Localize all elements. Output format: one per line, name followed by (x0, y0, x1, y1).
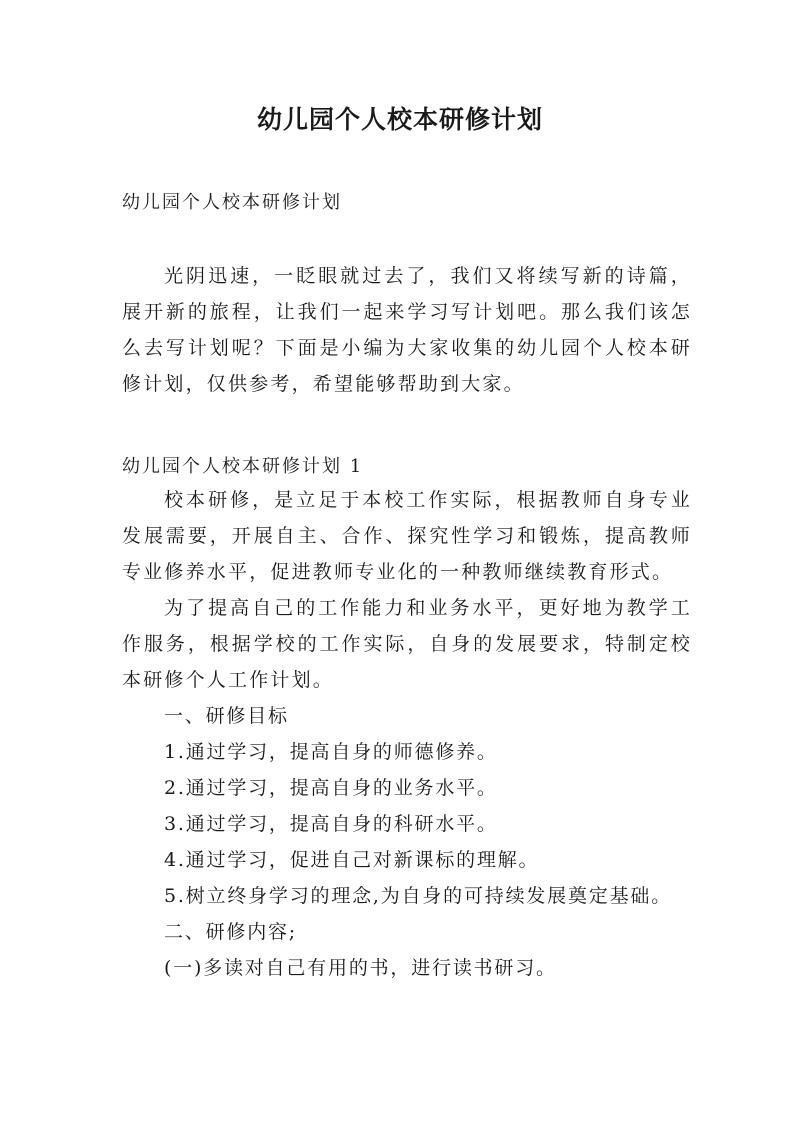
intro-paragraph: 光阴迅速，一眨眼就过去了，我们又将续写新的诗篇，展开新的旅程，让我们一起来学习写计划吧。那么我们该怎么去写计划呢？下面是小编为大家收集的幼儿园个人校本研修计划，仅供参考，希望能够帮助到大家。 (122, 265, 692, 395)
list-item: 1.通过学习，提高自身的师德修养。 (164, 741, 498, 763)
section-body (122, 482, 692, 986)
document-title: 幼儿园个人校本研修计划 (256, 105, 543, 134)
heading-research-content: 二、研修内容; (164, 921, 298, 943)
list-item: 5.树立终身学习的理念,为自身的可持续发展奠定基础。 (164, 885, 672, 907)
heading-research-goals: 一、研修目标 (164, 705, 289, 727)
list-item: 4.通过学习，促进自己对新课标的理解。 (164, 849, 540, 871)
document-subtitle: 幼儿园个人校本研修计划 (122, 192, 342, 213)
list-item: 3.通过学习，提高自身的科研水平。 (164, 813, 498, 835)
list-item: (一)多读对自己有用的书，进行读书研习。 (164, 957, 557, 979)
body-paragraph: 校本研修，是立足于本校工作实际，根据教师自身专业发展需要，开展自主、合作、探究性学习和锻炼，提高教师专业修养水平，促进教师专业化的一种教师继续教育形式。 (122, 489, 692, 583)
list-item: 2.通过学习，提高自身的业务水平。 (164, 777, 498, 799)
body-paragraph: 为了提高自己的工作能力和业务水平，更好地为教学工作服务，根据学校的工作实际，自身的发展要求，特制定校本研修个人工作计划。 (122, 597, 692, 691)
section-heading: 幼儿园个人校本研修计划 1 (122, 456, 364, 477)
